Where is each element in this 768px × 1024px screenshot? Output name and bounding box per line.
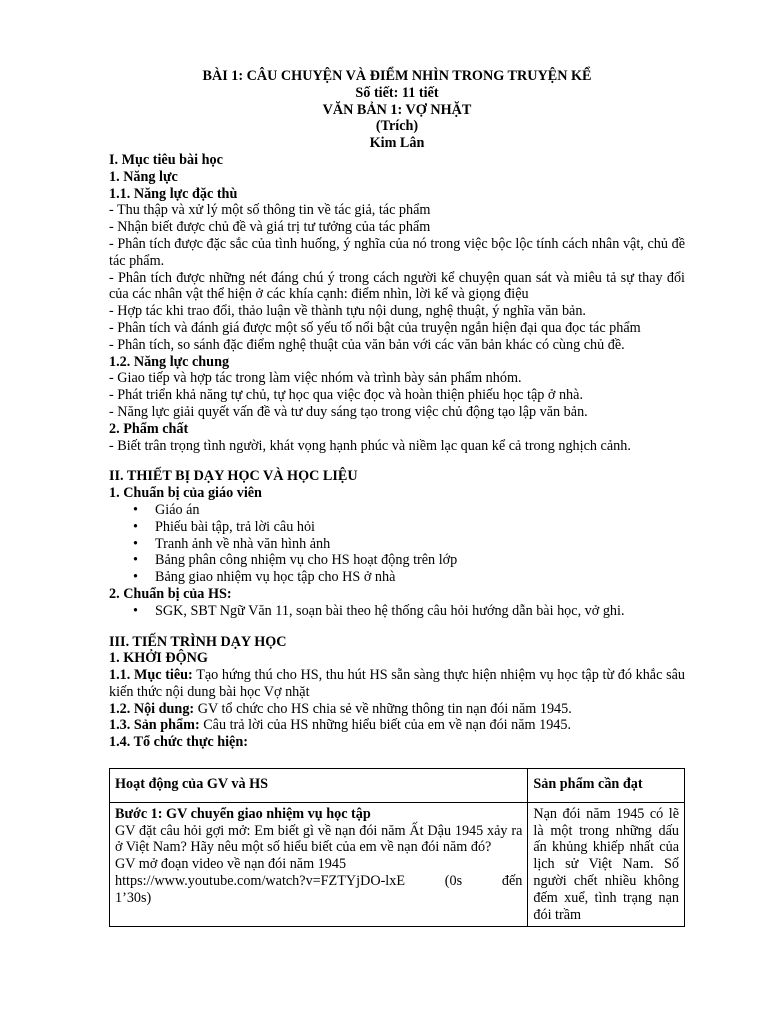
section1-sub11: 1.1. Năng lực đặc thù [109,185,238,202]
list-item: - Biết trân trọng tình người, khát vọng hạnh phúc và niềm lạc quan kể cả trong nghịch cảnh. [109,437,631,454]
list-item: • Giáo án [155,502,685,519]
list-item: - Thu thập và xử lý một số thông tin về tác giả, tác phẩm [109,202,431,219]
time-start: (0s [444,873,463,890]
list-item: - Nhận biết được chủ đề và giá trị tư tưởng của tác phẩm [109,219,431,236]
product-paragraph [109,717,685,734]
section1-heading: I. Mục tiêu bài học [109,151,223,168]
list-item: - Phân tích và đánh giá được một số yếu tố nổi bật của truyện ngắn hiện đại qua đọc tác phẩm [109,319,641,336]
content-text: GV tổ chức cho HS chia sẻ về những thông tin nạn đói năm 1945. [194,700,572,717]
text-title: VĂN BẢN 1: VỢ NHẶT [322,101,472,118]
section1-sub2: 2. Phẩm chất [109,420,189,437]
product-text: Câu trả lời của HS những hiểu biết của em về nạn đói năm 1945. [199,717,572,734]
step1-link-line [115,873,522,890]
list-item: - Phân tích được những nét đáng chú ý trong cách người kể chuyện quan sát và miêu tả sự thay đổi của các nhân vật thể hiện ở các khía cạnh: điểm nhìn, lời kể và giọng điệu [109,269,685,303]
list-item: - Phân tích, so sánh đặc điểm nghệ thuật của văn bản với các văn bản khác có cùng chủ đề. [109,336,625,353]
content-paragraph [109,701,685,718]
org-label: 1.4. Tổ chức thực hiện: [109,734,248,751]
section3-heading: III. TIẾN TRÌNH DẠY HỌC [109,633,287,650]
column-header: Sản phẩm cần đạt [528,769,685,803]
excerpt-note: (Trích) [375,118,419,135]
list-item: • Phiếu bài tập, trả lời câu hỏi [155,519,685,536]
list-item: • SGK, SBT Ngữ Văn 11, soạn bài theo hệ thống câu hỏi hướng dẫn bài học, vở ghi. [155,603,685,620]
periods: Số tiết: 11 tiết [355,84,439,101]
table-header-row [110,769,685,803]
product-cell: Nạn đói năm 1945 có lẽ là một trong những dấu ấn khủng khiếp nhất của lịch sử Việt Nam. Số người chết nhiều không đếm xuể, tình trạng nạn đói trầm [528,802,685,927]
content-label: 1.2. Nội dung: [109,700,195,717]
list-item: - Phân tích được đặc sắc của tình huống, ý nghĩa của nó trong việc bộc lộc tính cách nhân vật, chủ đề tác phẩm. [109,235,685,269]
time-to: đến [501,873,523,890]
document-page [109,68,685,927]
table-row [110,802,685,927]
lesson-title: BÀI 1: CÂU CHUYỆN VÀ ĐIỂM NHÌN TRONG TRUYỆN KỂ [202,68,592,84]
section1-sub1: 1. Năng lực [109,168,178,185]
goal-text: Tạo hứng thú cho HS, thu hút HS sẵn sàng thực hiện nhiệm vụ học tập từ đó khắc sâu kiến thức nội dung bài học Vợ nhặt [109,667,685,700]
product-label: 1.3. Sản phẩm: [109,717,200,734]
list-item: - Hợp tác khi trao đổi, thảo luận về thành tựu nội dung, nghệ thuật, ý nghĩa văn bản. [109,303,586,320]
author: Kim Lân [369,135,425,152]
step1-video: GV mở đoạn video về nạn đói năm 1945 [115,856,347,873]
teacher-list [109,502,685,586]
goal-label: 1.1. Mục tiêu: [109,667,193,684]
section2-sub1: 1. Chuẩn bị của giáo viên [109,485,262,502]
list-item: - Năng lực giải quyết vấn đề và tư duy sáng tạo trong việc chủ động tạo lập văn bản. [109,403,588,420]
student-list [109,603,685,620]
list-item: - Giao tiếp và hợp tác trong làm việc nhóm và trình bày sản phẩm nhóm. [109,370,522,387]
section2-heading: II. THIẾT BỊ DẠY HỌC VÀ HỌC LIỆU [109,468,358,485]
list-item: • Bảng giao nhiệm vụ học tập cho HS ở nhà [155,569,685,586]
list-item: - Phát triển khả năng tự chủ, tự học qua việc đọc và hoàn thiện phiếu học tập ở nhà. [109,387,583,404]
step1-question: GV đặt câu hỏi gợi mở: Em biết gì về nạn đói năm Ất Dậu 1945 xảy ra ở Việt Nam? Hãy nêu một số hiểu biết của em về nạn đói năm đó? [115,822,523,856]
time-end: 1’30s) [115,889,152,906]
activity-cell [110,802,528,927]
list-item: • Tranh ảnh về nhà văn hình ảnh [155,536,685,553]
activity-table [109,768,685,927]
section2-sub2: 2. Chuẩn bị của HS: [109,585,232,602]
video-link[interactable]: https://www.youtube.com/watch?v=FZTYjDO-lxE [115,873,405,890]
step1-title: Bước 1: GV chuyển giao nhiệm vụ học tập [115,805,371,822]
column-header: Hoạt động của GV và HS [110,769,528,803]
section3-sub1: 1. KHỞI ĐỘNG [109,650,208,667]
section1-sub12: 1.2. Năng lực chung [109,353,230,370]
list-item: • Bảng phân công nhiệm vụ cho HS hoạt động trên lớp [155,552,685,569]
goal-paragraph [109,667,685,701]
